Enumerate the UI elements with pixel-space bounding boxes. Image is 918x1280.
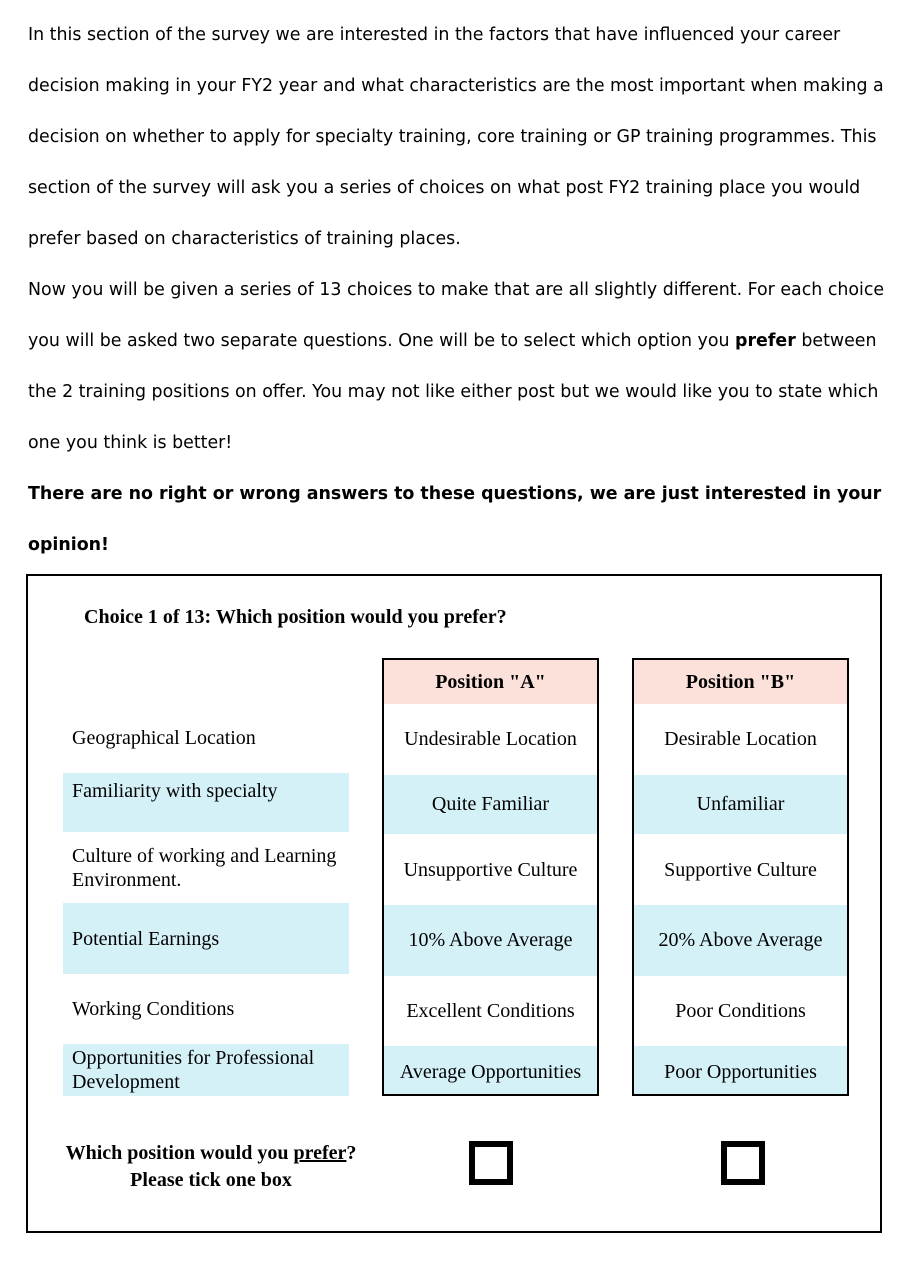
position-b-value: Supportive Culture xyxy=(664,858,817,881)
prefer-emphasis: prefer xyxy=(735,331,796,351)
intro-paragraph-3: There are no right or wrong answers to these questions, we are just interested in your opinion! xyxy=(28,484,882,555)
attribute-label: Culture of working and Learning Environment. xyxy=(72,845,337,891)
position-b-value: Unfamiliar xyxy=(634,775,847,834)
intro-paragraph-2 xyxy=(28,265,898,469)
position-a-value: 10% Above Average xyxy=(384,905,597,976)
position-b-checkbox[interactable] xyxy=(721,1141,765,1185)
position-a-header: Position "A" xyxy=(384,660,597,704)
position-a-value: Unsupportive Culture xyxy=(403,858,578,881)
survey-intro xyxy=(28,10,898,571)
prefer-instruction: Please tick one box xyxy=(130,1169,292,1191)
attribute-label: Geographical Location xyxy=(72,727,256,749)
position-a-value: Excellent Conditions xyxy=(406,999,575,1022)
position-b-value: Poor Conditions xyxy=(675,999,806,1022)
position-b-header: Position "B" xyxy=(634,660,847,704)
position-b-column xyxy=(632,658,849,1096)
prefer-underlined: prefer xyxy=(293,1142,347,1164)
position-a-value: Quite Familiar xyxy=(384,775,597,834)
choice-card xyxy=(26,574,882,1233)
position-a-checkbox[interactable] xyxy=(469,1141,513,1185)
position-b-value: Desirable Location xyxy=(664,728,817,750)
choice-title: Choice 1 of 13: Which position would you prefer? xyxy=(84,606,507,628)
attribute-label: Opportunities for Professional Development xyxy=(63,1044,349,1096)
prefer-question xyxy=(58,1140,364,1194)
prefer-question-end: ? xyxy=(346,1142,357,1164)
attribute-label: Working Conditions xyxy=(72,998,235,1020)
intro-paragraph-2-start: Now you will be given a series of 13 choices to make that are all slightly different. For each choice you will be asked two separate questions. One will be to select which option you xyxy=(28,280,885,351)
intro-paragraph-2-end: between the 2 training positions on offer. You may not like either post but we would like you to state which one you think is better! xyxy=(28,331,879,453)
prefer-question-line xyxy=(58,1140,364,1167)
position-a-value: Undesirable Location xyxy=(404,728,577,750)
attribute-label: Potential Earnings xyxy=(63,903,349,974)
prefer-question-start: Which position would you xyxy=(65,1142,294,1164)
position-b-value: Poor Opportunities xyxy=(634,1046,847,1096)
intro-paragraph-1: In this section of the survey we are interested in the factors that have influenced your career decision making in your FY2 year and what characteristics are the most important when making a decision on whether to apply for specialty training, core training or GP training programmes. This section of the survey will ask you a series of choices on what post FY2 training place you would prefer based on characteristics of training places. xyxy=(28,25,884,249)
position-a-value: Average Opportunities xyxy=(384,1046,597,1096)
position-b-value: 20% Above Average xyxy=(634,905,847,976)
position-a-column xyxy=(382,658,599,1096)
attribute-label: Familiarity with specialty xyxy=(63,773,349,832)
